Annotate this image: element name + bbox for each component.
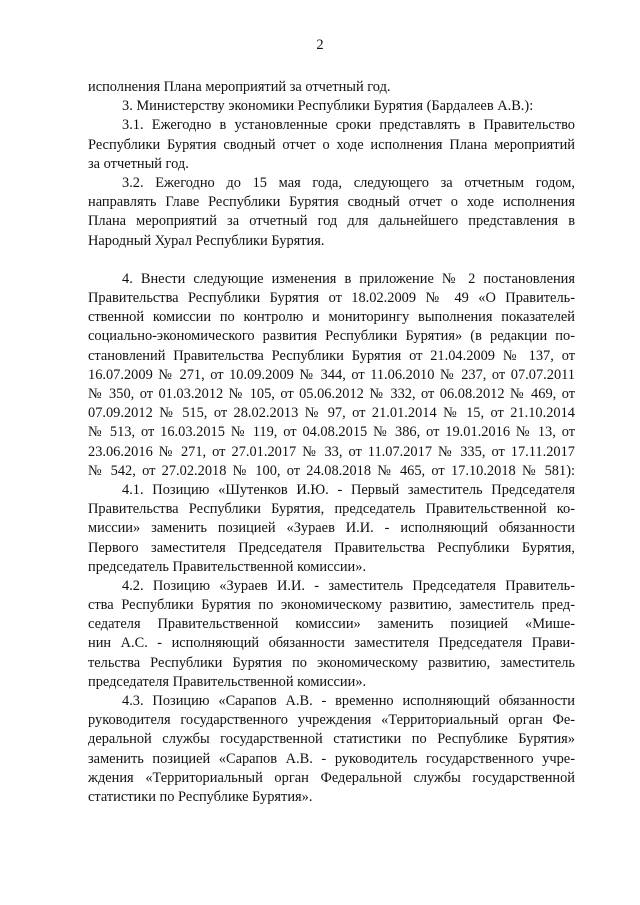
text-line: 16.07.2009 № 271, от 10.09.2009 № 344, от 11.06.2010 № 237, от 07.07.2011 <box>88 366 575 383</box>
text-line: Правительства Республики Бурятия от 18.02.2009 № 49 «О Правитель- <box>88 290 575 307</box>
page-number: 2 <box>316 37 324 53</box>
text-line: ственной комиссии по контролю и мониторингу выполнения показателей <box>88 309 575 326</box>
text-line: становлений Правительства Республики Бурятия от 21.04.2009 № 137, от <box>88 347 575 364</box>
text-line: Народный Хурал Республики Бурятия. <box>88 232 325 249</box>
document-body <box>88 78 575 807</box>
text-line: ждения «Территориальный орган Федеральной службы государственной <box>88 769 575 786</box>
text-line: статистики по Республике Бурятия». <box>88 788 313 805</box>
text-line: Правительства Республики Бурятия, председатель Правительственной ко- <box>88 501 575 518</box>
paragraph-gap-1 <box>88 251 575 270</box>
text-line: 3.1. Ежегодно в установленные сроки представлять в Правительство <box>122 117 575 134</box>
text-line: 07.09.2012 № 515, от 28.02.2013 № 97, от 21.01.2014 № 15, от 21.10.2014 <box>88 405 575 422</box>
text-line: 3. Министерству экономики Республики Бурятия (Бардалеев А.В.): <box>122 98 534 115</box>
text-line: направлять Главе Республики Бурятия сводный отчет о ходе исполнения <box>88 194 575 211</box>
paragraph-p-4-3 <box>88 692 575 807</box>
paragraph-p-3 <box>88 97 575 116</box>
text-line: 23.06.2016 № 271, от 27.01.2017 № 33, от 11.07.2017 № 335, от 17.11.2017 <box>88 443 575 460</box>
text-line: 4.2. Позицию «Зураев И.И. - заместитель Председателя Правитель- <box>122 577 575 594</box>
text-line: заменить позицией «Сарапов А.В. - руководитель государственного учре- <box>88 750 575 767</box>
paragraph-p-3-2 <box>88 174 575 251</box>
text-line: 4.1. Позицию «Шутенков И.Ю. - Первый заместитель Председателя <box>122 481 575 498</box>
text-line: исполнения Плана мероприятий за отчетный год. <box>88 79 391 95</box>
text-line: руководителя государственного учреждения «Территориальный орган Фе- <box>88 712 575 729</box>
text-line: за отчетный год. <box>88 155 189 172</box>
text-line: 4.3. Позицию «Сарапов А.В. - временно исполняющий обязанности <box>122 693 575 709</box>
text-line: № 350, от 01.03.2012 № 105, от 05.06.2012 № 332, от 06.08.2012 № 469, от <box>88 386 575 402</box>
text-line: председателя Правительственной комиссии». <box>88 673 367 690</box>
text-line: Первого заместителя Председателя Правительства Республики Бурятия, <box>88 539 575 556</box>
text-line: тельства Республики Бурятия по экономическому развитию, заместитель <box>88 654 575 671</box>
text-line: № 542, от 27.02.2018 № 100, от 24.08.2018 № 465, от 17.10.2018 № 581): <box>88 462 575 479</box>
text-line <box>88 251 575 270</box>
paragraph-p-4-2 <box>88 577 575 692</box>
text-line: миссии» заменить позицией «Зураев И.И. - исполняющий обязанности <box>88 520 575 537</box>
text-line: нин А.С. - исполняющий обязанности заместителя Председателя Прави- <box>88 635 575 652</box>
text-line: Плана мероприятий за отчетный год для дальнейшего представления в <box>88 213 575 230</box>
text-line: председатель Правительственной комиссии». <box>88 558 367 575</box>
text-line: седателя Правительственной комиссии» заменить позицией «Мише- <box>88 616 575 633</box>
text-line: деральной службы государственной статистики по Республике Бурятия» <box>88 731 575 748</box>
paragraph-p-4-1 <box>88 481 575 577</box>
paragraph-p-4 <box>88 270 575 481</box>
paragraph-p-3-1 <box>88 116 575 174</box>
text-line: 4. Внести следующие изменения в приложение № 2 постановления <box>122 270 575 287</box>
text-line: 3.2. Ежегодно до 15 мая года, следующего за отчетным годом, <box>122 174 575 191</box>
text-line: социально-экономического развития Республики Бурятия» (в редакции по- <box>88 328 575 345</box>
text-line: ства Республики Бурятия по экономическому развитию, заместитель пред- <box>88 597 575 614</box>
text-line: № 513, от 16.03.2015 № 119, от 04.08.2015 № 386, от 19.01.2016 № 13, от <box>88 424 575 441</box>
paragraph-p-continuation <box>88 78 575 97</box>
text-line: Республики Бурятия сводный отчет о ходе исполнения Плана мероприятий <box>88 136 575 153</box>
